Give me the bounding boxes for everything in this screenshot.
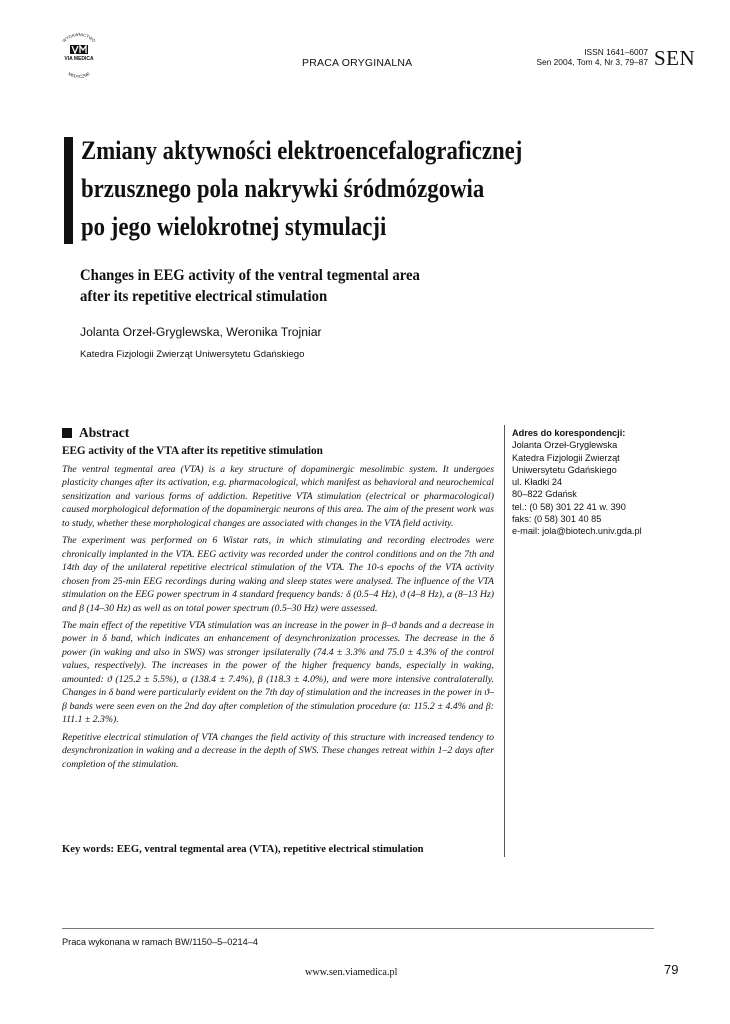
- footer-divider: [62, 928, 654, 929]
- page-number: 79: [664, 962, 679, 977]
- correspondence-address: [512, 427, 682, 538]
- abstract-paragraph: The experiment was performed on 6 Wistar rats, in which stimulating and recording electrodes were chronically implanted in the VTA. EEG activity was recorded under the control conditions and on the 7th and 14th day of the unilateral repetitive electrical stimulation of the VTA. The 10-s epochs of the VTA activity chosen from 25-min EEG recordings during waking and sleep states were analysed. The influence of the VTA stimulation on the EEG power spectrum in 4 standard frequency bands: δ (0.5–4 Hz), ϑ (4–8 Hz), α (8–13 Hz) and β (14–30 Hz) as well as on total power spectrum (0.5–30 Hz) were assessed.: [62, 535, 494, 614]
- journal-url: www.sen.viamedica.pl: [305, 967, 398, 978]
- title-line: brzusznego pola nakrywki śródmózgowia: [81, 173, 485, 203]
- abstract-body: [62, 463, 494, 775]
- abstract-paragraph: Repetitive electrical stimulation of VTA changes the field activity of this structure with increased tendency to desynchronization in waking and a decrease in the depth of SWS. These changes retreat within 1–2 days after completion of the stimulation.: [62, 731, 494, 770]
- abstract-header-label: Abstract: [79, 425, 130, 440]
- square-bullet-icon: [62, 428, 72, 438]
- correspondence-line: 80–822 Gdańsk: [512, 489, 577, 500]
- journal-mark: SEN: [654, 46, 696, 70]
- authors: Jolanta Orzeł-Gryglewska, Weronika Trojniar: [80, 325, 322, 339]
- title-accent-bar: [64, 137, 73, 244]
- svg-text:MEDYCZNE: MEDYCZNE: [67, 70, 91, 80]
- correspondence-line: Uniwersytetu Gdańskiego: [512, 464, 617, 475]
- svg-text:WYDAWNICTWO: WYDAWNICTWO: [61, 31, 97, 44]
- abstract-paragraph: The ventral tegmental area (VTA) is a key structure of dopaminergic mesolimbic system. It undergoes plasticity changes after its activation, e.g. pharmacological, which manifest as behavioral and neurochemical sensitization and various forms of addiction. Repetitive VTA stimulation (electrical or pharmacological) caused morphological deformation of the dopaminergic neurons of this area. The aim of the present work was to study, whether these morphological changes are associated with changes in the VTA field activity.: [62, 464, 494, 529]
- correspondence-line: ul. Kładki 24: [512, 477, 563, 488]
- citation: Sen 2004, Tom 4, Nr 3, 79–87: [536, 57, 648, 67]
- correspondence-line: Katedra Fizjologii Zwierząt: [512, 452, 620, 463]
- subtitle-line: after its repetitive electrical stimulation: [80, 288, 328, 305]
- keywords: Key words: EEG, ventral tegmental area (VTA), repetitive electrical stimulation: [62, 844, 424, 855]
- abstract-title: EEG activity of the VTA after its repetitive stimulation: [62, 445, 323, 457]
- correspondence-line: Jolanta Orzeł-Gryglewska: [512, 440, 618, 451]
- correspondence-heading: Adres do korespondencji:: [512, 428, 626, 438]
- article-subtitle: [80, 265, 595, 307]
- citation-block: [520, 47, 648, 67]
- abstract-paragraph: The main effect of the repetitive VTA stimulation was an increase in the power in β–ϑ bands and a decrease in power in δ band, which indicates an enhancement of desynchronization processes. The decrease in the δ power (in waking and also in SWS) was stronger ipsilaterally (74.4 ± 3.3% and 75.0 ± 4.3% of the control values, respectively). The increases in the power of the higher frequency bands, especially in waking, amounted: ϑ (125.2 ± 5.5%), α (138.4 ± 7.4%), β (118.3 ± 4.0%), and were more intensive contralaterally. Changes in δ band were particularly evident on the 7th day of stimulation and the increases in the power in ϑ–β bands were seen even on the 2nd day after completion of the stimulation procedure (α: 115.2 ± 4.4% and β: 111.1 ± 2.3%).: [62, 619, 494, 726]
- via-medica-logo: [50, 30, 108, 80]
- svg-text:VIA MEDICA: VIA MEDICA: [64, 56, 94, 62]
- correspondence-line: faks: (0 58) 301 40 85: [512, 514, 602, 525]
- article-title: [81, 131, 614, 245]
- title-line: po jego wielokrotnej stymulacji: [81, 211, 387, 241]
- issn: ISSN 1641–6007: [584, 47, 648, 57]
- correspondence-email: e-mail: jola@biotech.univ.gda.pl: [512, 526, 642, 537]
- abstract-header: [62, 425, 129, 441]
- correspondence-line: tel.: (0 58) 301 22 41 w. 390: [512, 501, 626, 512]
- sidebar-divider: [504, 425, 505, 857]
- title-line: Zmiany aktywności elektroencefalograficznej: [81, 135, 523, 165]
- funding-note: Praca wykonana w ramach BW/1150–5–0214–4: [62, 937, 258, 947]
- affiliation: Katedra Fizjologii Zwierząt Uniwersytetu Gdańskiego: [80, 349, 305, 360]
- section-label: PRACA ORYGINALNA: [302, 57, 413, 69]
- subtitle-line: Changes in EEG activity of the ventral tegmental area: [80, 267, 420, 284]
